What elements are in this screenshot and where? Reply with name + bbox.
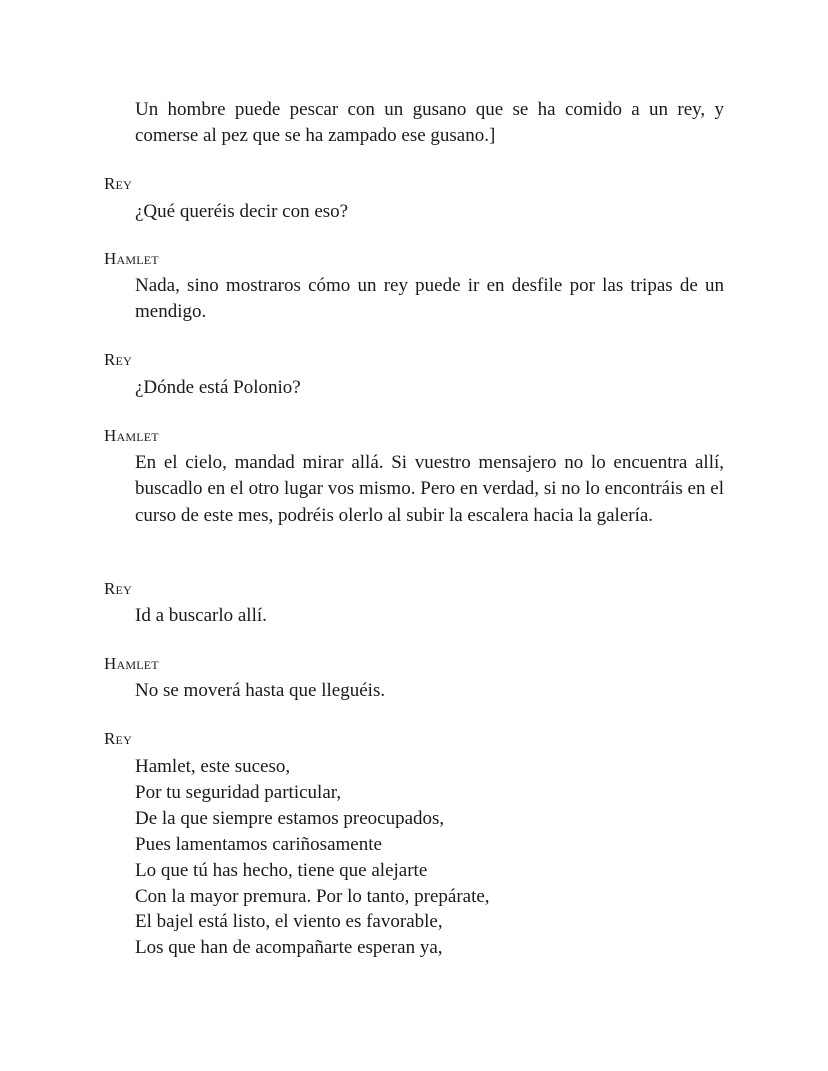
speech-text: ¿Qué queréis decir con eso? [135,201,349,222]
verse-line: Los que han de acompañarte esperan ya, [135,937,443,959]
verse-line: Lo que tú has hecho, tiene que alejarte [135,859,428,881]
speech-text: ¿Dónde está Polonio? [135,377,301,398]
speech-text: Un hombre puede pescar con un gusano que se ha comido a un rey, y comerse al pez que se ha zampado ese gusano.] [135,99,724,147]
speaker-name: Hamlet [104,249,159,268]
verse-line: El bajel está listo, el viento es favorable, [135,911,443,933]
speech-text: Nada, sino mostraros cómo un rey puede ir en desfile por las tripas de un mendigo. [135,275,724,323]
speaker-name: Hamlet [104,426,159,445]
speaker-name: Hamlet [104,654,159,673]
speech-text: No se moverá hasta que lleguéis. [135,680,386,701]
speech-text: En el cielo, mandad mirar allá. Si vuestro mensajero no lo encuentra allí, buscadlo en el otro lugar vos mismo. Pero en verdad, si no lo encontráis en el curso de este mes, podréis olerlo al subir la escalera hacia la galería. [135,452,724,526]
speaker-name: Rey [104,174,132,193]
speaker-name: Rey [104,350,132,369]
verse-line: Con la mayor premura. Por lo tanto, prepárate, [135,885,490,907]
speaker-name: Rey [104,579,132,598]
verse-block [135,754,490,961]
verse-line: Hamlet, este suceso, [135,756,291,777]
speech-text: Id a buscarlo allí. [135,605,267,626]
verse-line: Por tu seguridad particular, [135,781,342,803]
speaker-name: Rey [104,729,132,748]
verse-line: De la que siempre estamos preocupados, [135,807,445,829]
verse-line: Pues lamentamos cariñosamente [135,833,382,855]
